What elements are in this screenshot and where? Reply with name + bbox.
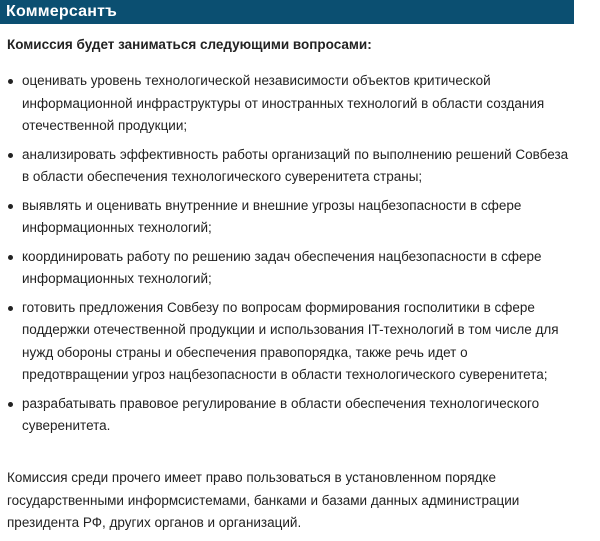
bullet-icon	[8, 79, 13, 84]
kommersant-logo[interactable]: Коммерсантъ	[6, 3, 118, 20]
intro-heading: Комиссия будет заниматься следующими вопросами:	[7, 37, 372, 52]
masthead-bar	[0, 0, 574, 24]
bullet-icon	[8, 306, 13, 311]
list-item-text: оценивать уровень технологической независимости объектов критической информационной инфраструктуры от иностранных технологий в области создания отечественной продукции;	[22, 73, 545, 133]
list-item-text: анализировать эффективность работы организаций по выполнению решений Совбеза в области обеспечения технологического суверенитета страны;	[22, 146, 569, 184]
list-item	[0, 246, 574, 291]
list-item-text: координировать работу по решению задач обеспечения нацбезопасности в сфере информационных технологий;	[22, 248, 542, 286]
list-item	[0, 195, 574, 240]
outro-paragraph: Комиссия среди прочего имеет право пользоваться в установленном порядке государственными информсистемами, банками и базами данных администрации президента РФ, других органов и организаций.	[7, 470, 520, 530]
list-item	[0, 393, 574, 438]
list-item	[0, 144, 574, 189]
list-item-text: разрабатывать правовое регулирование в области обеспечения технологического суверенитета.	[22, 395, 540, 433]
list-item-text: выявлять и оценивать внутренние и внешние угрозы нацбезопасности в сфере информационных технологий;	[22, 197, 522, 235]
bullet-icon	[8, 255, 13, 260]
list-item-text: готовить предложения Совбезу по вопросам формирования госполитики в сфере поддержки отечественной продукции и использования IT-технологий в том числе для нужд обороны страны и обеспечения правопорядка, также речь идет о предотвращении угроз нацбезопасности в области технологического суверенитета;	[22, 299, 559, 382]
bullet-icon	[8, 204, 13, 209]
list-item	[0, 70, 574, 138]
duties-list	[0, 70, 574, 444]
bullet-icon	[8, 402, 13, 407]
bullet-icon	[8, 153, 13, 158]
side-margin	[574, 0, 600, 541]
list-item	[0, 297, 574, 387]
